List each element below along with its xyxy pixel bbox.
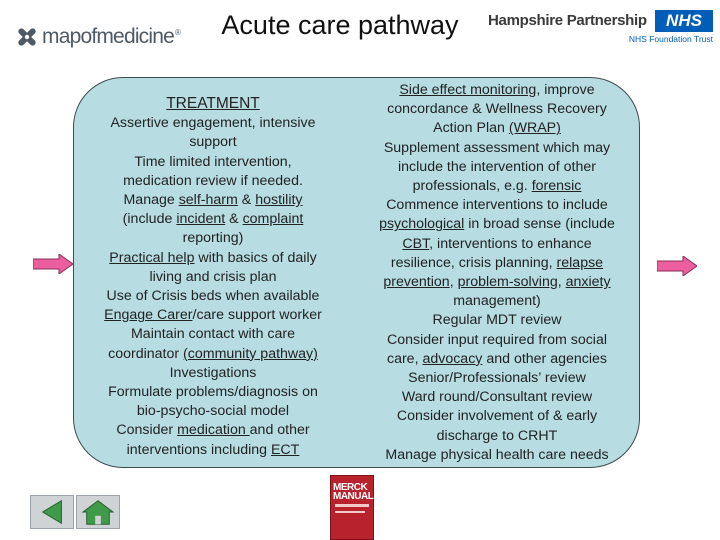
intervention-line: CBT, interventions to enhance — [402, 235, 592, 252]
treatment-column — [88, 94, 338, 460]
link-problem-solving[interactable]: problem-solving — [457, 274, 558, 291]
treatment-heading: TREATMENT — [166, 95, 260, 112]
nhs-logo: NHS — [655, 10, 713, 32]
intervention-line: Ward round/Consultant review — [401, 389, 593, 406]
link-community-pathway[interactable]: (community pathway) — [183, 345, 318, 362]
intervention-line: discharge to CRHT — [436, 427, 558, 444]
intervention-line: professionals, e.g. forensic — [412, 178, 582, 195]
intervention-line: Commence interventions to include — [386, 197, 608, 214]
link-side-effect-monitoring[interactable]: Side effect monitoring — [399, 82, 537, 98]
link-self-harm[interactable]: self-harm — [178, 192, 238, 209]
treatment-line: Formulate problems/diagnosis on — [108, 384, 318, 401]
page-title: Acute care pathway — [221, 10, 459, 40]
treatment-line: interventions including ECT — [126, 441, 300, 458]
home-button[interactable] — [76, 495, 120, 529]
treatment-line: Time limited intervention, — [134, 153, 292, 170]
treatment-line: coordinator (community pathway) — [108, 345, 318, 362]
link-wrap[interactable]: (WRAP) — [508, 120, 561, 137]
treatment-line: Engage Carer/care support worker — [104, 307, 322, 324]
intervention-line: Action Plan (WRAP) — [433, 120, 561, 137]
intervention-line: management) — [453, 293, 541, 310]
book-title: MERCK MANUAL — [333, 482, 374, 502]
map-of-medicine-logo — [14, 22, 180, 52]
treatment-line: Maintain contact with care — [130, 326, 296, 343]
treatment-line: living and crisis plan — [149, 268, 277, 285]
treatment-line: support — [189, 134, 237, 151]
intervention-line: Senior/Professionals’ review — [408, 370, 586, 387]
link-practical-help[interactable]: Practical help — [109, 249, 195, 266]
map-of-medicine-wordmark: mapofmedicine® — [42, 25, 181, 48]
treatment-line: Assertive engagement, intensive — [110, 115, 316, 132]
home-icon — [77, 496, 119, 528]
arrow-right-icon[interactable] — [657, 256, 697, 276]
treatment-line: bio-psycho-social model — [136, 403, 290, 420]
treatment-line: Investigations — [169, 364, 257, 381]
intervention-line: concordance & Wellness Recovery — [387, 101, 607, 118]
interventions-column — [356, 81, 638, 465]
link-incident[interactable]: incident — [176, 211, 226, 228]
treatment-line: Use of Crisis beds when available — [106, 288, 320, 305]
arrow-right-icon[interactable] — [33, 254, 73, 274]
book-stripe — [335, 504, 369, 507]
intervention-line: psychological in broad sense (include — [379, 216, 615, 233]
intervention-line: Manage physical health care needs — [385, 446, 609, 463]
intervention-line: Supplement assessment which may — [383, 139, 611, 156]
back-triangle-icon — [31, 496, 73, 528]
treatment-line: reporting) — [182, 230, 244, 247]
treatment-line: Practical help with basics of daily — [109, 249, 317, 266]
link-hostility[interactable]: hostility — [255, 192, 303, 209]
link-medication[interactable]: medication — [177, 422, 250, 439]
intervention-line: prevention, problem-solving, anxiety — [383, 274, 611, 291]
intervention-line: Consider involvement of & early — [396, 408, 598, 425]
link-psychological[interactable]: psychological — [379, 216, 465, 233]
book-stripe — [335, 511, 365, 513]
link-forensic[interactable]: forensic — [531, 178, 582, 195]
trust-name: Hampshire Partnership — [488, 12, 647, 29]
hampshire-partnership-logo — [488, 8, 713, 44]
link-relapse[interactable]: relapse — [556, 254, 604, 271]
merck-manual-book[interactable] — [330, 475, 374, 540]
treatment-line: (include incident & complaint — [122, 211, 304, 228]
link-cbt[interactable]: CBT — [402, 235, 430, 252]
foundation-trust-label: NHS Foundation Trust — [628, 34, 713, 44]
link-ect[interactable]: ECT — [270, 441, 300, 458]
back-button[interactable] — [30, 495, 74, 529]
link-advocacy[interactable]: advocacy — [422, 350, 483, 367]
intervention-line: Consider input required from social — [386, 331, 607, 348]
intervention-line: care, advocacy and other agencies — [386, 350, 608, 367]
treatment-line: Manage self-harm & hostility — [123, 192, 303, 209]
link-engage-carer[interactable]: Engage Carer — [104, 307, 193, 324]
intervention-line: include the intervention of other — [398, 158, 596, 175]
link-prevention[interactable]: prevention — [383, 274, 450, 291]
intervention-line: Regular MDT review — [432, 312, 562, 329]
link-anxiety[interactable]: anxiety — [565, 274, 611, 291]
intervention-line: resilience, crisis planning, relapse — [390, 254, 604, 271]
treatment-line: medication review if needed. — [123, 172, 303, 189]
treatment-line: Consider medication and other — [116, 422, 310, 439]
intervention-line: Side effect monitoring, improve — [399, 82, 595, 98]
link-complaint[interactable]: complaint — [242, 211, 304, 228]
x-mark-icon — [14, 24, 40, 50]
